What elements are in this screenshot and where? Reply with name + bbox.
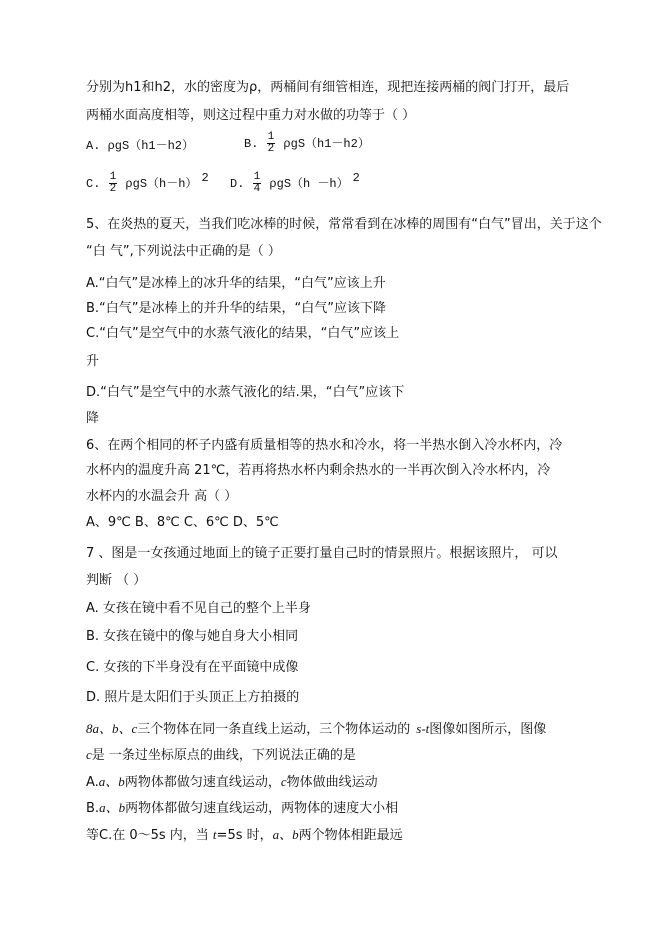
q6-options: A、9℃ B、8℃ C、6℃ D、5℃	[86, 515, 279, 530]
q8-option-c-text-3: 两个物体相距最远	[298, 828, 403, 843]
q8-number: 8	[86, 721, 93, 736]
q8-st-symbol: s-t	[416, 721, 430, 736]
q6-stem-line-1: 6、在两个相同的杯子内盛有质量相等的热水和冷水，将一半热水倒入冷水杯内，冷	[86, 438, 563, 453]
fraction-denominator: 2	[267, 143, 275, 156]
q7-option-d: D. 照片是太阳们于头顶正上方拍摄的	[86, 690, 300, 705]
fraction-numerator: 1	[109, 171, 117, 184]
q5-option-c-line-2: 升	[86, 354, 100, 369]
q8-option-a-ab: a、b	[98, 774, 125, 789]
q8-option-b-label: B.	[86, 801, 100, 816]
q8-c-symbol: c	[86, 747, 92, 762]
q4-option-d-fraction	[253, 172, 262, 195]
q8-variables: a、b、c	[92, 721, 138, 736]
q8-option-b-text: 两物体都做匀速直线运动，两物体的速度大小相	[125, 801, 399, 816]
q7-option-a: A. 女孩在镜中看不见自己的整个上半身	[86, 601, 311, 616]
q7-option-c: C. 女孩的下半身没有在平面镜中成像	[86, 660, 299, 675]
q5-option-d-line-2: 降	[86, 411, 100, 426]
q8-option-a-c: c	[280, 774, 287, 789]
q8-option-a-text-1: 两物体都做匀速直线运动，	[124, 775, 281, 790]
q8-stem-text-1: 三个物体在同一条直线上运动，三个物体运动的	[137, 722, 411, 737]
q8-option-a	[86, 773, 378, 792]
q8-option-c-ab: a、b	[272, 827, 299, 842]
q5-stem-line-2: “白 气”,下列说法中正确的是（ ）	[86, 244, 281, 259]
q4-option-b	[244, 131, 370, 157]
q8-stem-text-2: 图像如图所示，图像	[429, 722, 547, 737]
q5-option-d-line-1: D.“白气”是空气中的水蒸气液化的结.果，“白气”应该下	[86, 385, 405, 400]
q6-stem-line-3: 水杯内的水温会升 高（ ）	[86, 489, 238, 504]
fraction-numerator: 1	[253, 171, 261, 184]
fraction-numerator: 1	[267, 131, 275, 144]
q8-option-c	[86, 826, 403, 845]
q4-option-a: A. ρgS（h1－h2）	[86, 139, 195, 153]
q7-option-b: B. 女孩在镜中的像与她自身大小相同	[86, 629, 299, 644]
q7-stem-line-2: 判断 （ ）	[86, 573, 147, 588]
q8-option-b-ab: a、b	[99, 800, 126, 815]
q8-option-a-text-2: 物体做曲线运动	[286, 775, 378, 790]
q8-stem-text-3: 是 一条过坐标原点的曲线，下列说法正确的是	[91, 748, 356, 763]
q8-option-b	[86, 799, 398, 818]
q4-option-b-fraction	[267, 132, 276, 155]
q4-stem-line-1: 分别为h1和h2，水的密度为ρ，两桶间有细管相连，现把连接两桶的阀门打开，最后	[86, 80, 570, 95]
q4-option-c-text: ρgS（h－h）	[125, 177, 198, 191]
q6-stem-line-2: 水杯内的温度升高 21℃，若再将热水杯内剩余热水的一半再次倒入冷水杯内，冷	[86, 463, 551, 478]
q5-option-b: B.“白气”是冰棒上的并升华的结果，“白气”应该下降	[86, 301, 386, 316]
q4-stem-line-2: 两桶水面高度相等，则这过程中重力对水做的功等于（ ）	[86, 108, 416, 123]
q8-option-c-t: t	[212, 827, 217, 842]
q4-option-d-exponent: 2	[352, 171, 360, 185]
fraction-denominator: 2	[109, 183, 117, 196]
q8-stem-line-2	[86, 746, 356, 765]
q4-option-c-fraction	[109, 172, 118, 195]
q8-option-c-text-2: =5s 时，	[216, 828, 273, 843]
q4-option-b-text: ρgS（h1－h2）	[283, 137, 370, 151]
q8-option-c-text-1: 等C.在 0～5s 内，当	[86, 828, 213, 843]
q5-stem-line-1: 5、在炎热的夏天，当我们吃冰棒的时候，常常看到在冰棒的周围有“白气”冒出，关于这个	[86, 217, 602, 232]
q7-stem-line-1: 7 、图是一女孩通过地面上的镜子正要打量自己时的情景照片。根据该照片， 可以	[86, 546, 558, 561]
q4-option-c-exponent: 2	[201, 171, 209, 185]
q4-option-d-label: D.	[230, 177, 245, 191]
q4-option-c-label: C.	[86, 177, 101, 191]
q5-option-c-line-1: C.“白气”是空气中的水蒸气液化的结果，“白气”应该上	[86, 326, 400, 341]
fraction-denominator: 4	[253, 183, 261, 196]
q8-stem-line-1	[86, 720, 546, 739]
q4-option-d	[230, 171, 360, 197]
q8-option-a-label: A.	[86, 775, 99, 790]
q4-option-d-text: ρgS（h －h）	[269, 177, 349, 191]
q4-option-b-label: B.	[244, 137, 259, 151]
q5-option-a: A.“白气”是冰棒上的冰升华的结果，“白气”应该上升	[86, 276, 386, 291]
q4-option-c	[86, 171, 209, 197]
